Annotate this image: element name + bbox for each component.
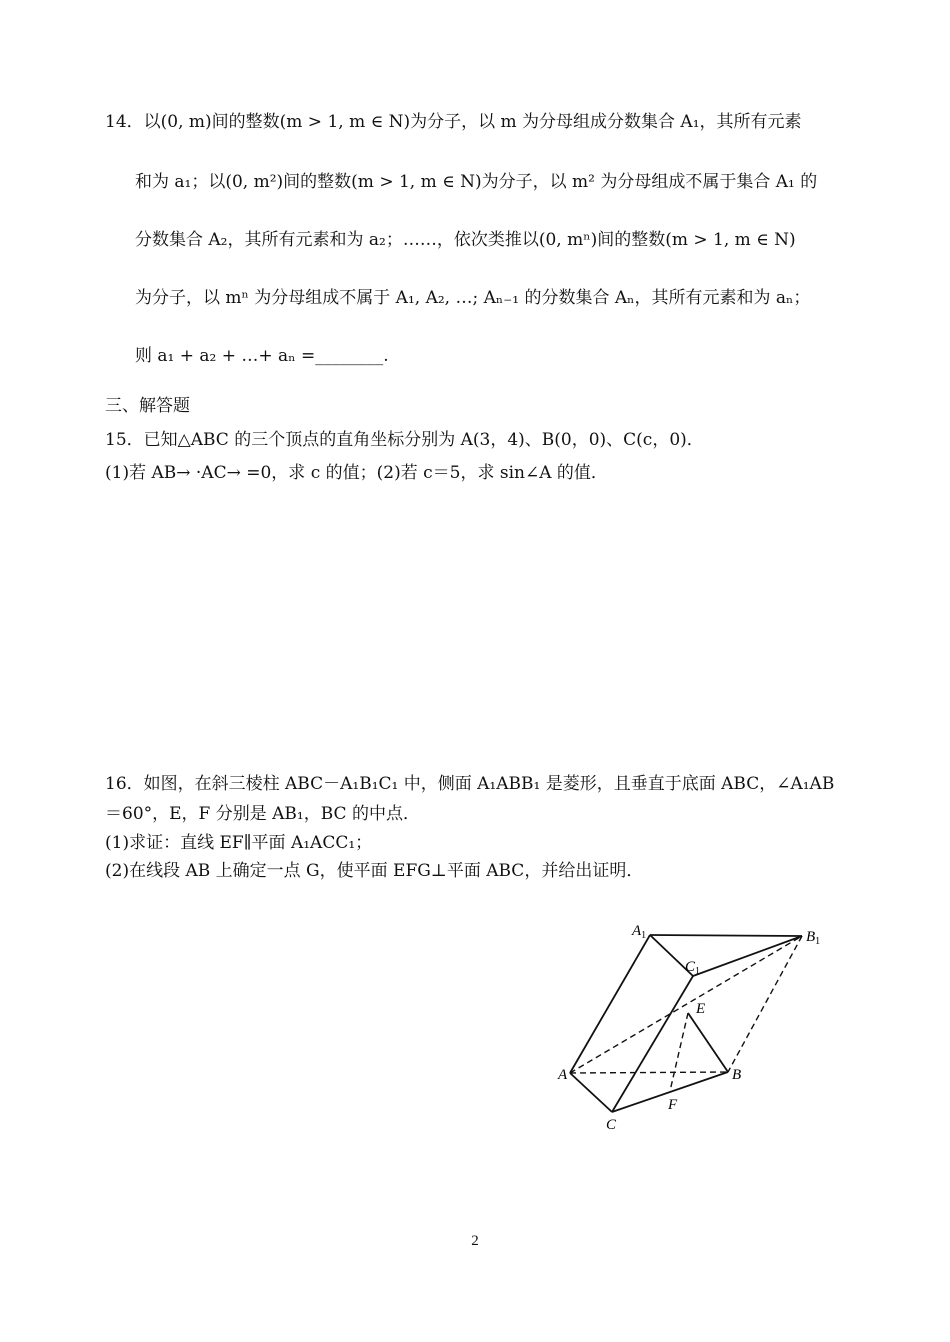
edge-c1-b1: [693, 936, 802, 976]
problem-14-line-2: 和为 a₁；以(0, m²)间的整数(m > 1, m ∈ N)为分子，以 m² 为分母组成不属于集合 A₁ 的: [135, 172, 818, 192]
edge-a1-a: [570, 935, 650, 1073]
label-b1: $B_1$: [806, 929, 821, 947]
problem-14-line-1: 14．以(0, m)间的整数(m > 1, m ∈ N)为分子，以 m 为分母组成分数集合 A₁，其所有元素: [105, 112, 802, 132]
label-e: E: [696, 1001, 706, 1017]
edge-a1-b1: [650, 935, 802, 936]
label-c: C: [606, 1117, 617, 1133]
problem-16-line-4: (2)在线段 AB 上确定一点 G，使平面 EFG⊥平面 ABC，并给出证明．: [105, 861, 644, 881]
edge-e-b: [688, 1013, 728, 1072]
problem-14-line-4: 为分子，以 mⁿ 为分母组成不属于 A₁, A₂, …; Aₙ₋₁ 的分数集合 Aₙ，其所有元素和为 aₙ；: [135, 288, 811, 308]
segment-e-f: [670, 1013, 688, 1091]
problem-15-line-1: 15．已知△ABC 的三个顶点的直角坐标分别为 A(3，4)、B(0，0)、C(c，0)．: [105, 430, 704, 450]
problem-15-line-2: (1)若 AB→ ·AC→ =0，求 c 的值；(2)若 c＝5，求 sin∠A 的值．: [105, 463, 608, 483]
edge-a-c: [570, 1073, 612, 1112]
label-f: F: [668, 1097, 678, 1113]
prism-figure: [540, 915, 860, 1145]
problem-14-line-3: 分数集合 A₂，其所有元素和为 a₂；……，依次类推以(0, mⁿ)间的整数(m > 1, m ∈ N): [135, 230, 796, 250]
problem-16-line-3: (1)求证：直线 EF∥平面 A₁ACC₁；: [105, 833, 373, 853]
problem-16-line-1: 16．如图，在斜三棱柱 ABC－A₁B₁C₁ 中，侧面 A₁ABB₁ 是菱形，且垂直于底面 ABC，∠A₁AB: [105, 774, 835, 794]
label-a: A: [558, 1067, 568, 1083]
section-heading: 三、解答题: [105, 396, 190, 416]
edge-a-b: [570, 1072, 728, 1073]
diagonal-a-b1: [570, 936, 802, 1073]
problem-14-line-5: 则 a₁ + a₂ + …+ aₙ =________.: [135, 346, 389, 366]
label-c1: $C_1$: [685, 959, 701, 977]
edge-b1-b: [728, 936, 802, 1072]
problem-16-line-2: ＝60°，E，F 分别是 AB₁，BC 的中点．: [105, 804, 420, 824]
label-a1: $A_1$: [632, 923, 647, 941]
page-number: 2: [471, 1233, 479, 1249]
label-b: B: [732, 1067, 742, 1083]
